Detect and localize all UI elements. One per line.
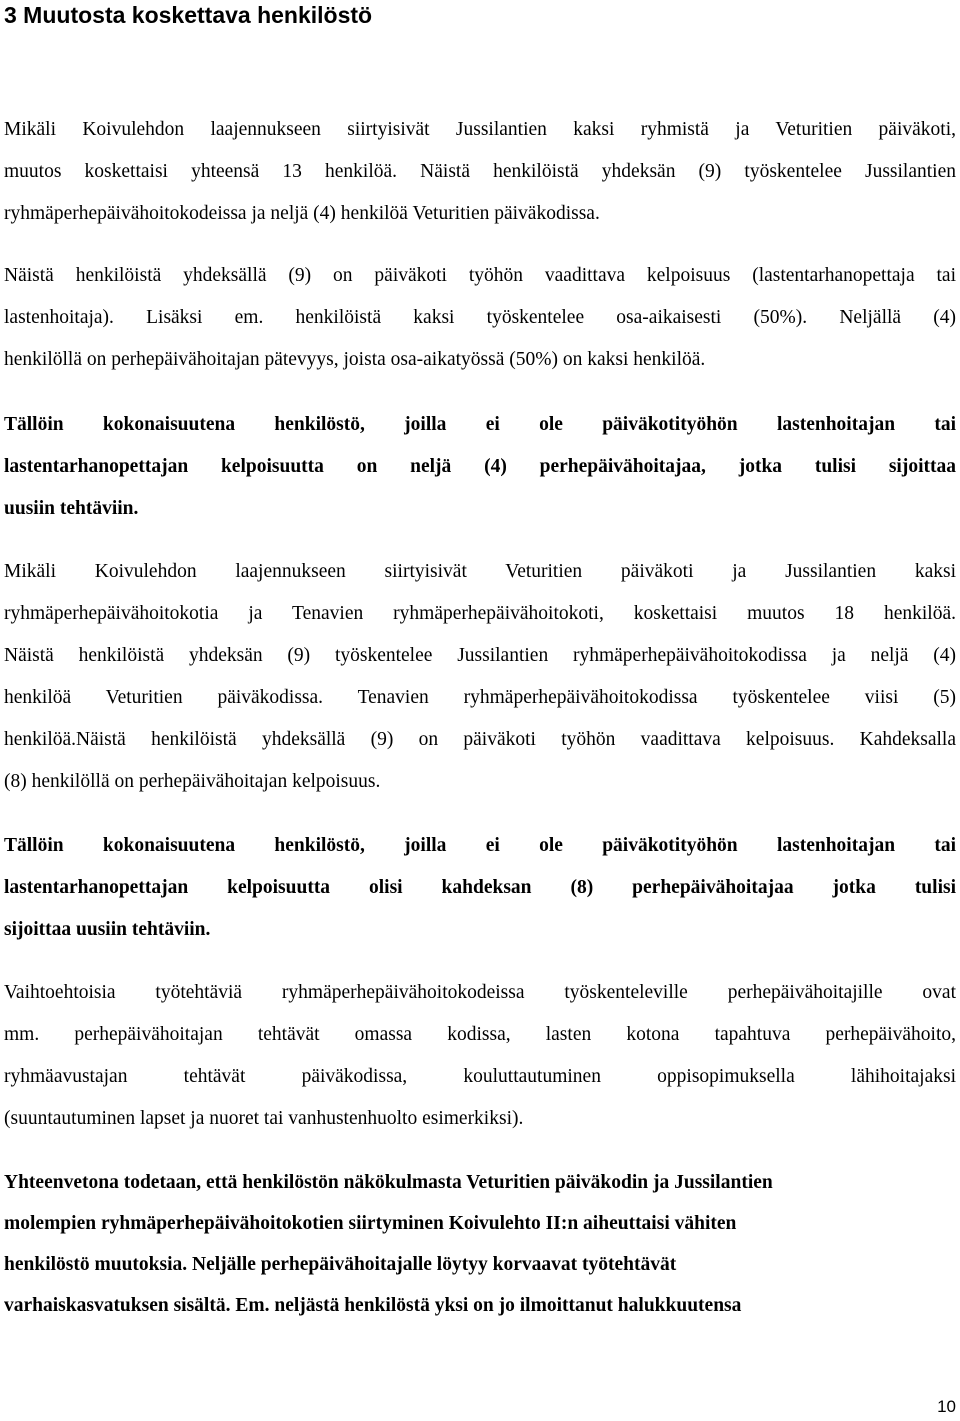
paragraph-1 [4, 109, 956, 235]
text-line: uusiin tehtäviin. [4, 498, 139, 519]
text-line: Yhteenvetona todetaan, että henkilöstön näkökulmasta Veturitien päiväkodin ja Jussilantien [4, 1172, 773, 1193]
paragraph-6 [4, 972, 956, 1140]
paragraph-7 [4, 1162, 956, 1326]
text-line: ryhmäperhepäivähoitokodeissa ja neljä (4) henkilöä Veturitien päiväkodissa. [4, 203, 600, 224]
text-line: (8) henkilöllä on perhepäivähoitajan kelpoisuus. [4, 771, 381, 792]
text-line: henkilöstö muutoksia. Neljälle perhepäivähoitajalle löytyy korvaavat työtehtävät [4, 1254, 677, 1275]
text-line: muutos koskettaisi yhteensä 13 henkilöä. Näistä henkilöistä yhdeksän (9) työskentelee Jussilantien [4, 161, 956, 182]
text-line: lastenhoitaja). Lisäksi em. henkilöistä kaksi työskentelee osa-aikaisesti (50%). Neljällä (4) [4, 307, 956, 328]
text-line: ryhmäperhepäivähoitokotia ja Tenavien ryhmäperhepäivähoitokoti, koskettaisi muutos 18 henkilöä. [4, 603, 956, 624]
text-line: lastentarhanopettajan kelpoisuutta olisi kahdeksan (8) perhepäivähoitajaa jotka tulisi [4, 877, 956, 898]
text-line: henkilöllä on perhepäivähoitajan pätevyys, joista osa-aikatyössä (50%) on kaksi henkilöä. [4, 349, 706, 370]
text-line: Näistä henkilöistä yhdeksällä (9) on päiväkoti työhön vaadittava kelpoisuus (lastentarhanopettaja tai [4, 265, 956, 286]
page-number: 10 [937, 1397, 956, 1416]
paragraph-2 [4, 255, 956, 381]
text-line: Tällöin kokonaisuutena henkilöstö, joilla ei ole päiväkotityöhön lastenhoitajan tai [4, 835, 956, 856]
paragraph-5 [4, 825, 956, 951]
text-line: Tällöin kokonaisuutena henkilöstö, joilla ei ole päiväkotityöhön lastenhoitajan tai [4, 414, 956, 435]
section-heading: 3 Muutosta koskettava henkilöstö [4, 2, 373, 28]
text-line: sijoittaa uusiin tehtäviin. [4, 919, 211, 940]
text-line: henkilöä.Näistä henkilöistä yhdeksällä (9) on päiväkoti työhön vaadittava kelpoisuus. Kahdeksalla [4, 729, 956, 750]
paragraph-3 [4, 404, 956, 530]
text-line: Näistä henkilöistä yhdeksän (9) työskentelee Jussilantien ryhmäperhepäivähoitokodissa ja neljä (4) [4, 645, 956, 666]
text-line: Mikäli Koivulehdon laajennukseen siirtyisivät Jussilantien kaksi ryhmistä ja Veturitien päiväkoti, [4, 119, 956, 140]
text-line: Mikäli Koivulehdon laajennukseen siirtyisivät Veturitien päiväkoti ja Jussilantien kaksi [4, 561, 956, 582]
text-line: ryhmäavustajan tehtävät päiväkodissa, kouluttautuminen oppisopimuksella lähihoitajaksi [4, 1066, 956, 1087]
paragraph-4 [4, 551, 956, 803]
text-line: henkilöä Veturitien päiväkodissa. Tenavien ryhmäperhepäivähoitokodissa työskentelee viisi (5) [4, 687, 956, 708]
text-line: (suuntautuminen lapset ja nuoret tai vanhustenhuolto esimerkiksi). [4, 1108, 524, 1129]
text-line: mm. perhepäivähoitajan tehtävät omassa kodissa, lasten kotona tapahtuva perhepäivähoito, [4, 1024, 956, 1045]
text-line: molempien ryhmäperhepäivähoitokotien siirtyminen Koivulehto II:n aiheuttaisi vähiten [4, 1213, 737, 1234]
text-line: varhaiskasvatuksen sisältä. Em. neljästä henkilöstä yksi on jo ilmoittanut halukkuutensa [4, 1295, 742, 1316]
text-line: Vaihtoehtoisia työtehtäviä ryhmäperhepäivähoitokodeissa työskenteleville perhepäivähoitajille ovat [4, 982, 956, 1003]
text-line: lastentarhanopettajan kelpoisuutta on neljä (4) perhepäivähoitajaa, jotka tulisi sijoittaa [4, 456, 956, 477]
